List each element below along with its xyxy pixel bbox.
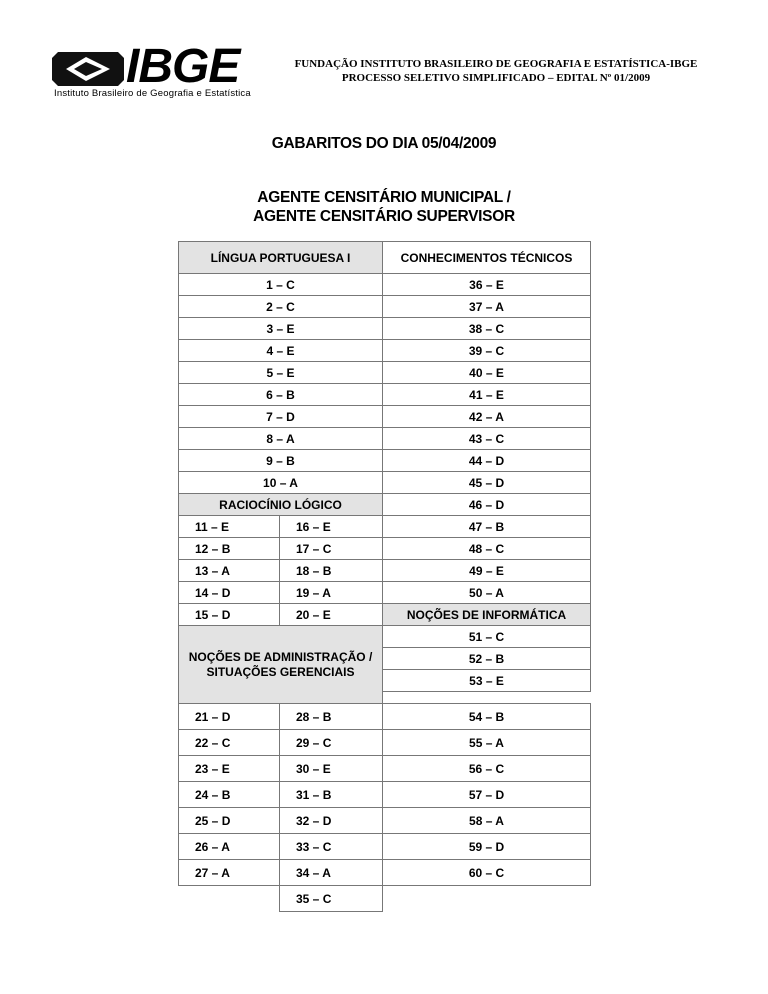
answer-cell: 30 – E <box>279 755 383 782</box>
answer-cell: 49 – E <box>382 559 591 582</box>
answer-cell: 31 – B <box>279 781 383 808</box>
answer-cell: 13 – A <box>178 559 280 582</box>
logo-text: IBGE <box>126 40 240 93</box>
answer-cell: 12 – B <box>178 537 280 560</box>
answer-cell: 15 – D <box>178 603 280 626</box>
answer-cell: 3 – E <box>178 317 383 340</box>
answer-cell: 55 – A <box>382 729 591 756</box>
answer-cell: 6 – B <box>178 383 383 406</box>
answer-cell: 4 – E <box>178 339 383 362</box>
header-line-2: PROCESSO SELETIVO SIMPLIFICADO – EDITAL Nº 01/2009 <box>341 72 651 84</box>
answer-cell: 22 – C <box>178 729 280 756</box>
answer-cell: 41 – E <box>382 383 591 406</box>
answer-cell: 2 – C <box>178 295 383 318</box>
answer-cell: 54 – B <box>382 703 591 730</box>
answer-cell: 14 – D <box>178 581 280 604</box>
role-title-2: AGENTE CENSITÁRIO SUPERVISOR <box>253 208 515 225</box>
role-title-1: AGENTE CENSITÁRIO MUNICIPAL / <box>257 189 511 206</box>
answer-cell: 5 – E <box>178 361 383 384</box>
answer-cell: 35 – C <box>279 885 383 912</box>
answer-cell: 43 – C <box>382 427 591 450</box>
answer-cell: 29 – C <box>279 729 383 756</box>
answer-cell: 47 – B <box>382 515 591 538</box>
answer-cell: 39 – C <box>382 339 591 362</box>
answer-cell: 56 – C <box>382 755 591 782</box>
answer-cell: 44 – D <box>382 449 591 472</box>
answer-cell: 21 – D <box>178 703 280 730</box>
section-heading-raciocinio: RACIOCÍNIO LÓGICO <box>178 493 383 516</box>
answer-cell: 20 – E <box>279 603 383 626</box>
answer-cell: 16 – E <box>279 515 383 538</box>
answer-cell: 23 – E <box>178 755 280 782</box>
section-heading-informatica: NOÇÕES DE INFORMÁTICA <box>382 603 591 626</box>
answer-cell: 42 – A <box>382 405 591 428</box>
answer-cell: 34 – A <box>279 859 383 886</box>
answer-cell: 27 – A <box>178 859 280 886</box>
answer-cell: 36 – E <box>382 273 591 296</box>
answer-cell: 8 – A <box>178 427 383 450</box>
heading-line: SITUAÇÕES GERENCIAIS <box>206 664 355 679</box>
answer-cell: 17 – C <box>279 537 383 560</box>
answer-cell: 58 – A <box>382 807 591 834</box>
answer-cell: 24 – B <box>178 781 280 808</box>
section-heading-administracao <box>178 625 383 704</box>
answer-cell: 51 – C <box>382 625 591 648</box>
answer-cell: 32 – D <box>279 807 383 834</box>
answer-cell: 38 – C <box>382 317 591 340</box>
answer-cell: 60 – C <box>382 859 591 886</box>
answer-cell: 19 – A <box>279 581 383 604</box>
answer-cell: 59 – D <box>382 833 591 860</box>
answer-cell: 57 – D <box>382 781 591 808</box>
answer-cell: 45 – D <box>382 471 591 494</box>
answer-cell: 40 – E <box>382 361 591 384</box>
heading-line: NOÇÕES DE ADMINISTRAÇÃO / <box>188 649 373 664</box>
answer-cell: 25 – D <box>178 807 280 834</box>
answer-cell: 7 – D <box>178 405 383 428</box>
answer-cell: 53 – E <box>382 669 591 692</box>
answer-cell: 46 – D <box>382 493 591 516</box>
answer-cell: 28 – B <box>279 703 383 730</box>
section-heading-tecnicos: CONHECIMENTOS TÉCNICOS <box>382 241 591 274</box>
answer-cell: 37 – A <box>382 295 591 318</box>
answer-cell: 52 – B <box>382 647 591 670</box>
header-line-1: FUNDAÇÃO INSTITUTO BRASILEIRO DE GEOGRAFIA E ESTATÍSTICA-IBGE <box>294 58 698 70</box>
logo-subtitle: Instituto Brasileiro de Geografia e Estatística <box>54 88 251 99</box>
answer-cell: 33 – C <box>279 833 383 860</box>
answer-cell: 11 – E <box>178 515 280 538</box>
answer-cell: 18 – B <box>279 559 383 582</box>
section-heading-portugues: LÍNGUA PORTUGUESA I <box>178 241 383 274</box>
answer-cell: 26 – A <box>178 833 280 860</box>
page-title: GABARITOS DO DIA 05/04/2009 <box>271 135 497 152</box>
answer-cell: 9 – B <box>178 449 383 472</box>
answer-cell: 1 – C <box>178 273 383 296</box>
answer-cell: 48 – C <box>382 537 591 560</box>
answer-cell: 10 – A <box>178 471 383 494</box>
answer-cell: 50 – A <box>382 581 591 604</box>
